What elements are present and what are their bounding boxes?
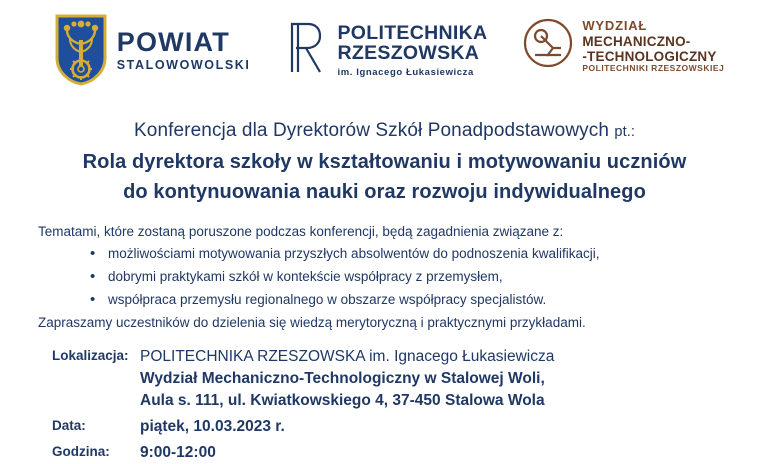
title-line-3: do kontynuowania nauki oraz rozwoju indywidualnego bbox=[123, 181, 646, 203]
heraldic-shield-icon bbox=[55, 14, 107, 86]
intro-paragraph: Tematami, które zostaną poruszone podczas konferencji, będą zagadnienia związane z: bbox=[38, 224, 564, 239]
prz-line3: im. Ignacego Łukasiewicza bbox=[337, 66, 474, 78]
powiat-wordmark bbox=[116, 26, 251, 72]
title-line-1-text: Konferencja dla Dyrektorów Szkół Ponadpodstawowych bbox=[134, 120, 610, 141]
closing-paragraph: Zapraszamy uczestników do dzielenia się wiedzą merytoryczną i praktycznymi przykładami. bbox=[38, 315, 586, 330]
title-line-1 bbox=[0, 120, 769, 142]
logo-wydzial-mechaniczno-technologiczny bbox=[523, 17, 724, 73]
prz-monogram-icon bbox=[286, 18, 328, 76]
detail-row-location bbox=[52, 346, 769, 412]
time-label: Godzina: bbox=[52, 444, 110, 459]
logo-bar bbox=[0, 0, 769, 98]
powiat-subtitle: STALOWOWOLSKI bbox=[116, 57, 251, 72]
location-line-1: POLITECHNIKA RZESZOWSKA im. Ignacego Łukasiewicza bbox=[140, 348, 555, 365]
wmt-line3: -TECHNOLOGICZNY bbox=[582, 48, 717, 64]
location-label: Lokalizacja: bbox=[52, 348, 129, 363]
event-details bbox=[0, 346, 769, 464]
topics-list bbox=[38, 246, 743, 307]
wmt-line2: MECHANICZNO- bbox=[582, 33, 691, 49]
date-label: Data: bbox=[52, 418, 86, 433]
page-title bbox=[0, 120, 769, 204]
powiat-title: POWIAT bbox=[116, 26, 230, 57]
wmt-wordmark bbox=[582, 17, 724, 73]
logo-powiat-stalowowolski bbox=[55, 14, 251, 86]
body-text bbox=[0, 224, 769, 330]
prz-line2: RZESZOWSKA bbox=[337, 42, 480, 65]
time-value: 9:00-12:00 bbox=[140, 444, 216, 461]
list-item: • dobrymi praktykami szkół w kontekście współpracy z przemysłem, bbox=[90, 269, 743, 284]
prz-line1: POLITECHNIKA bbox=[337, 22, 488, 44]
location-value bbox=[140, 346, 554, 412]
gear-arm-icon bbox=[523, 17, 573, 69]
wmt-line4: POLITECHNIKI RZESZOWSKIEJ bbox=[582, 62, 725, 73]
detail-row-date bbox=[52, 416, 769, 438]
location-line-2: Wydział Mechaniczno-Technologiczny w Stalowej Woli, bbox=[140, 370, 545, 387]
logo-politechnika-rzeszowska bbox=[286, 18, 487, 78]
list-item: • współpraca przemysłu regionalnego w obszarze współpracy specjalistów. bbox=[90, 292, 743, 307]
title-line-1-suffix: pt.: bbox=[614, 124, 635, 140]
date-value: piątek, 10.03.2023 r. bbox=[140, 418, 285, 435]
wmt-line1: WYDZIAŁ bbox=[582, 18, 648, 33]
location-line-3: Aula s. 111, ul. Kwiatkowskiego 4, 37-450 Stalowa Wola bbox=[140, 392, 545, 409]
title-line-2: Rola dyrektora szkoły w kształtowaniu i motywowaniu uczniów bbox=[82, 151, 687, 173]
detail-row-time bbox=[52, 442, 769, 464]
list-item: • możliwościami motywowania przyszłych absolwentów do podnoszenia kwalifikacji, bbox=[90, 246, 743, 261]
prz-wordmark bbox=[337, 18, 487, 78]
